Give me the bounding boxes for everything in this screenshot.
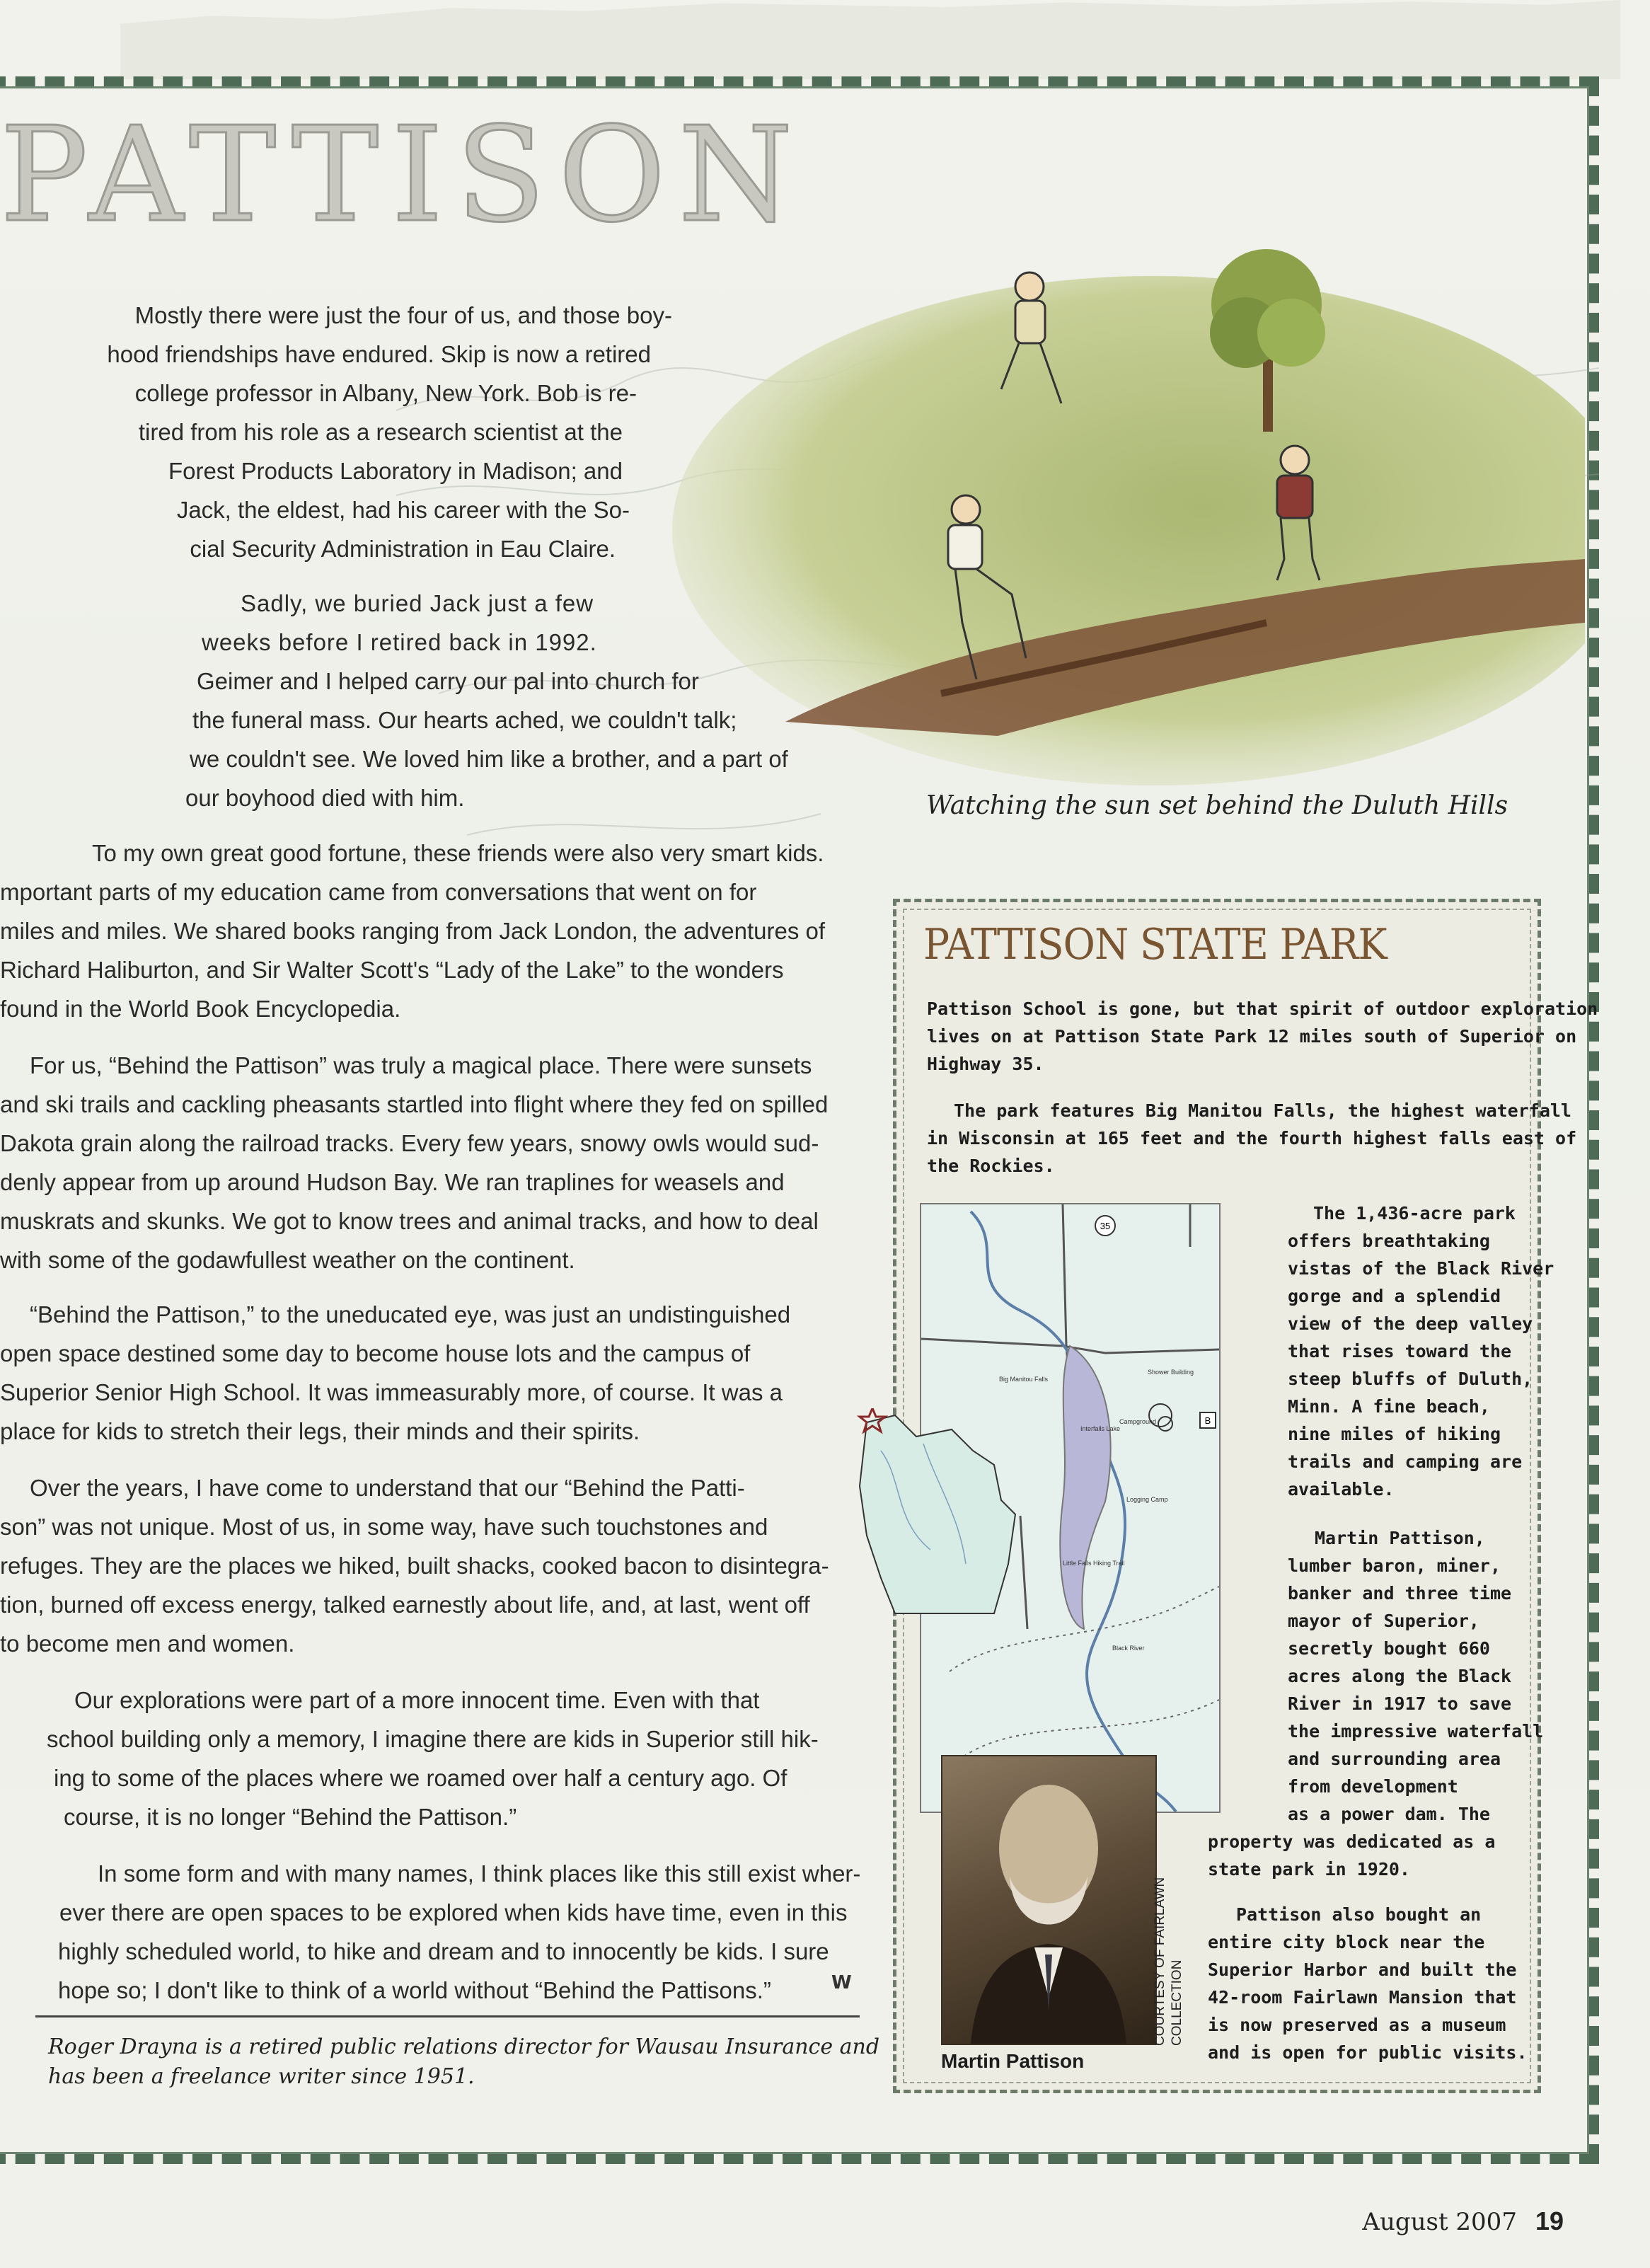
article-block-8	[42, 1854, 863, 2010]
text-line: tired from his role as a research scientist at the	[138, 419, 623, 445]
text-line: son” was not unique. Most of us, in some way, have such touchstones and	[0, 1514, 768, 1540]
portrait-caption: Martin Pattison	[941, 2050, 1085, 2072]
text-line: miles and miles. We shared books ranging from Jack London, the adventures of	[0, 918, 826, 944]
highway-35-label: 35	[1100, 1221, 1111, 1231]
article-block-7	[42, 1681, 863, 1836]
text-line: trails and camping are	[1288, 1451, 1523, 1472]
sidebar-paragraph-2	[1288, 1524, 1543, 1828]
credit-line: COLLECTION	[1170, 1959, 1184, 2046]
author-byline	[48, 2032, 880, 2092]
text-line: as a power dam. The	[1288, 1804, 1490, 1824]
page-footer	[1362, 2206, 1564, 2236]
portrait-drawing	[942, 1756, 1155, 2044]
text-line: offers breathtaking	[1288, 1231, 1490, 1251]
text-line: highly scheduled world, to hike and dream and to innocently be kids. I sure	[58, 1938, 829, 1964]
article-end-mark-icon: W	[831, 1972, 852, 1993]
text-line: steep bluffs of Duluth,	[1288, 1369, 1533, 1389]
text-line: acres along the Black	[1288, 1666, 1512, 1686]
text-line: cial Security Administration in Eau Claire.	[190, 536, 616, 562]
text-line: is now preserved as a museum	[1208, 2015, 1506, 2035]
text-line: Forest Products Laboratory in Madison; and	[168, 458, 623, 484]
sidebar-paragraph-1	[1288, 1199, 1554, 1503]
text-line: to become men and women.	[0, 1630, 295, 1657]
text-line: Highway 35.	[927, 1054, 1044, 1074]
text-line: lumber baron, miner,	[1288, 1555, 1501, 1576]
text-line: denly appear from up around Hudson Bay. We ran traplines for weasels and	[0, 1169, 785, 1195]
text-line: course, it is no longer “Behind the Pattison.”	[64, 1804, 517, 1830]
text-line: Geimer and I helped carry our pal into church for	[197, 668, 699, 694]
text-line: we couldn't see. We loved him like a brother, and a part of	[190, 746, 788, 772]
text-line: vistas of the Black River	[1288, 1258, 1554, 1279]
byline-divider	[35, 2015, 860, 2017]
text-line: Dakota grain along the railroad tracks. Every few years, snowy owls would sud-	[0, 1130, 819, 1156]
byline-line: has been a freelance writer since 1951.	[48, 2064, 475, 2089]
illustration-caption: Watching the sun set behind the Duluth Hills	[925, 791, 1508, 820]
text-line: and ski trails and cackling pheasants startled into flight where they fed on spilled	[0, 1091, 829, 1117]
text-line: ever there are open spaces to be explored when kids have time, even in this	[59, 1899, 848, 1926]
photo-credit	[1152, 1877, 1186, 2046]
text-line: hood friendships have endured. Skip is now a retired	[107, 341, 651, 367]
text-line: and is open for public visits.	[1208, 2042, 1528, 2063]
map-label: Black River	[1112, 1645, 1145, 1652]
text-line: “Behind the Pattison,” to the uneducated eye, was just an undistinguished	[30, 1301, 791, 1328]
map-label: Campground	[1119, 1418, 1157, 1425]
martin-pattison-portrait	[941, 1755, 1157, 2045]
text-line: Our explorations were part of a more innocent time. Even with that	[74, 1687, 760, 1713]
article-block-2	[184, 584, 892, 817]
text-line: Jack, the eldest, had his career with the So-	[176, 497, 630, 523]
article-block-1	[85, 296, 672, 568]
text-line: Richard Haliburton, and Sir Walter Scott's “Lady of the Lake” to the wonders	[0, 957, 784, 983]
text-line: Pattison also bought an	[1236, 1904, 1482, 1925]
text-line: Over the years, I have come to understand that our “Behind the Patti-	[30, 1475, 745, 1501]
text-line: the impressive waterfall	[1288, 1721, 1544, 1742]
text-line: our boyhood died with him.	[185, 785, 465, 811]
map-label: Shower Building	[1148, 1369, 1194, 1376]
sidebar-intro-1	[927, 995, 1598, 1078]
article-block-6	[0, 1468, 870, 1663]
text-line: To my own great good fortune, these friends were also very smart kids.	[92, 840, 824, 866]
text-line: muskrats and skunks. We got to know trees and animal tracks, and how to deal	[0, 1208, 819, 1234]
text-line: found in the World Book Encyclopedia.	[0, 996, 401, 1022]
text-line: hope so; I don't like to think of a world without “Behind the Pattisons.”	[58, 1977, 771, 2003]
text-line: weeks before I retired back in 1992.	[202, 629, 597, 655]
page-title: PATTISON	[0, 98, 806, 251]
text-line: available.	[1288, 1479, 1395, 1499]
page-number: 19	[1535, 2206, 1564, 2235]
text-line: Pattison School is gone, but that spirit of outdoor exploration	[927, 998, 1598, 1019]
text-line: the funeral mass. Our hearts ached, we couldn't talk;	[192, 707, 737, 733]
text-line: place for kids to stretch their legs, their minds and their spirits.	[0, 1418, 640, 1444]
text-line: view of the deep valley	[1288, 1313, 1533, 1334]
text-line: college professor in Albany, New York. Bob is re-	[134, 380, 637, 406]
sidebar-paragraph-2-continued	[1208, 1828, 1495, 1883]
text-line: mportant parts of my education came from conversations that went on for	[0, 879, 757, 905]
text-line: entire city block near the	[1208, 1932, 1485, 1952]
text-line: Mostly there were just the four of us, and those boy-	[134, 302, 672, 328]
article-block-3	[0, 834, 870, 1028]
text-line: state park in 1920.	[1208, 1859, 1410, 1880]
text-line: with some of the godawfullest weather on the continent.	[0, 1247, 575, 1273]
sidebar-intro-2	[927, 1097, 1576, 1180]
text-line: from development	[1288, 1776, 1458, 1797]
text-line: The park features Big Manitou Falls, the highest waterfall	[954, 1100, 1571, 1121]
map-label: Interfalls Lake	[1080, 1425, 1121, 1432]
wisconsin-locator-map	[853, 1408, 1037, 1621]
text-line: and surrounding area	[1288, 1749, 1501, 1769]
text-line: nine miles of hiking	[1288, 1424, 1501, 1444]
map-label: Little Falls Hiking Trail	[1063, 1560, 1125, 1567]
text-line: Superior Harbor and built the	[1208, 1959, 1517, 1980]
text-line: 42-room Fairlawn Mansion that	[1208, 1987, 1517, 2008]
sidebar-paragraph-3	[1208, 1901, 1528, 2066]
text-line: Minn. A fine beach,	[1288, 1396, 1490, 1417]
text-line: school building only a memory, I imagine there are kids in Superior still hik-	[47, 1726, 819, 1752]
text-line: In some form and with many names, I think places like this still exist wher-	[98, 1860, 861, 1887]
map-label: Big Manitou Falls	[999, 1376, 1049, 1383]
map-label: Logging Camp	[1126, 1496, 1168, 1503]
text-line: mayor of Superior,	[1288, 1611, 1479, 1631]
text-line: Martin Pattison,	[1315, 1528, 1485, 1548]
text-line: refuges. They are the places we hiked, built shacks, cooked bacon to disintegra-	[0, 1553, 829, 1579]
text-line: lives on at Pattison State Park 12 miles south of Superior on	[927, 1026, 1577, 1047]
text-line: secretly bought 660	[1288, 1638, 1490, 1659]
text-line: that rises toward the	[1288, 1341, 1512, 1362]
text-line: River in 1917 to save	[1288, 1693, 1512, 1714]
credit-line: COURTESY OF FAIRLAWN	[1153, 1877, 1167, 2046]
text-line: Superior Senior High School. It was immeasurably more, of course. It was a	[0, 1379, 783, 1405]
highway-b-label: B	[1204, 1415, 1211, 1426]
text-line: banker and three time	[1288, 1583, 1512, 1604]
text-line: in Wisconsin at 165 feet and the fourth highest falls east of	[927, 1128, 1577, 1149]
text-line: ing to some of the places where we roamed over half a century ago. Of	[54, 1765, 788, 1791]
byline-line: Roger Drayna is a retired public relations director for Wausau Insurance and	[48, 2034, 880, 2059]
text-line: tion, burned off excess energy, talked earnestly about life, and, at last, went off	[0, 1591, 810, 1618]
text-line: gorge and a splendid	[1288, 1286, 1501, 1306]
issue-date: August 2007	[1362, 2208, 1517, 2236]
text-line: open space destined some day to become house lots and the campus of	[0, 1340, 751, 1366]
text-line: the Rockies.	[927, 1156, 1055, 1176]
article-block-5	[0, 1295, 870, 1451]
text-line: For us, “Behind the Pattison” was truly a magical place. There were sunsets	[30, 1052, 812, 1078]
sidebar-title: PATTISON STATE PARK	[923, 920, 1387, 969]
text-line: property was dedicated as a	[1208, 1831, 1496, 1852]
article-block-4	[0, 1046, 870, 1279]
text-line: Sadly, we buried Jack just a few	[241, 590, 594, 616]
text-line: The 1,436-acre park	[1313, 1203, 1516, 1224]
